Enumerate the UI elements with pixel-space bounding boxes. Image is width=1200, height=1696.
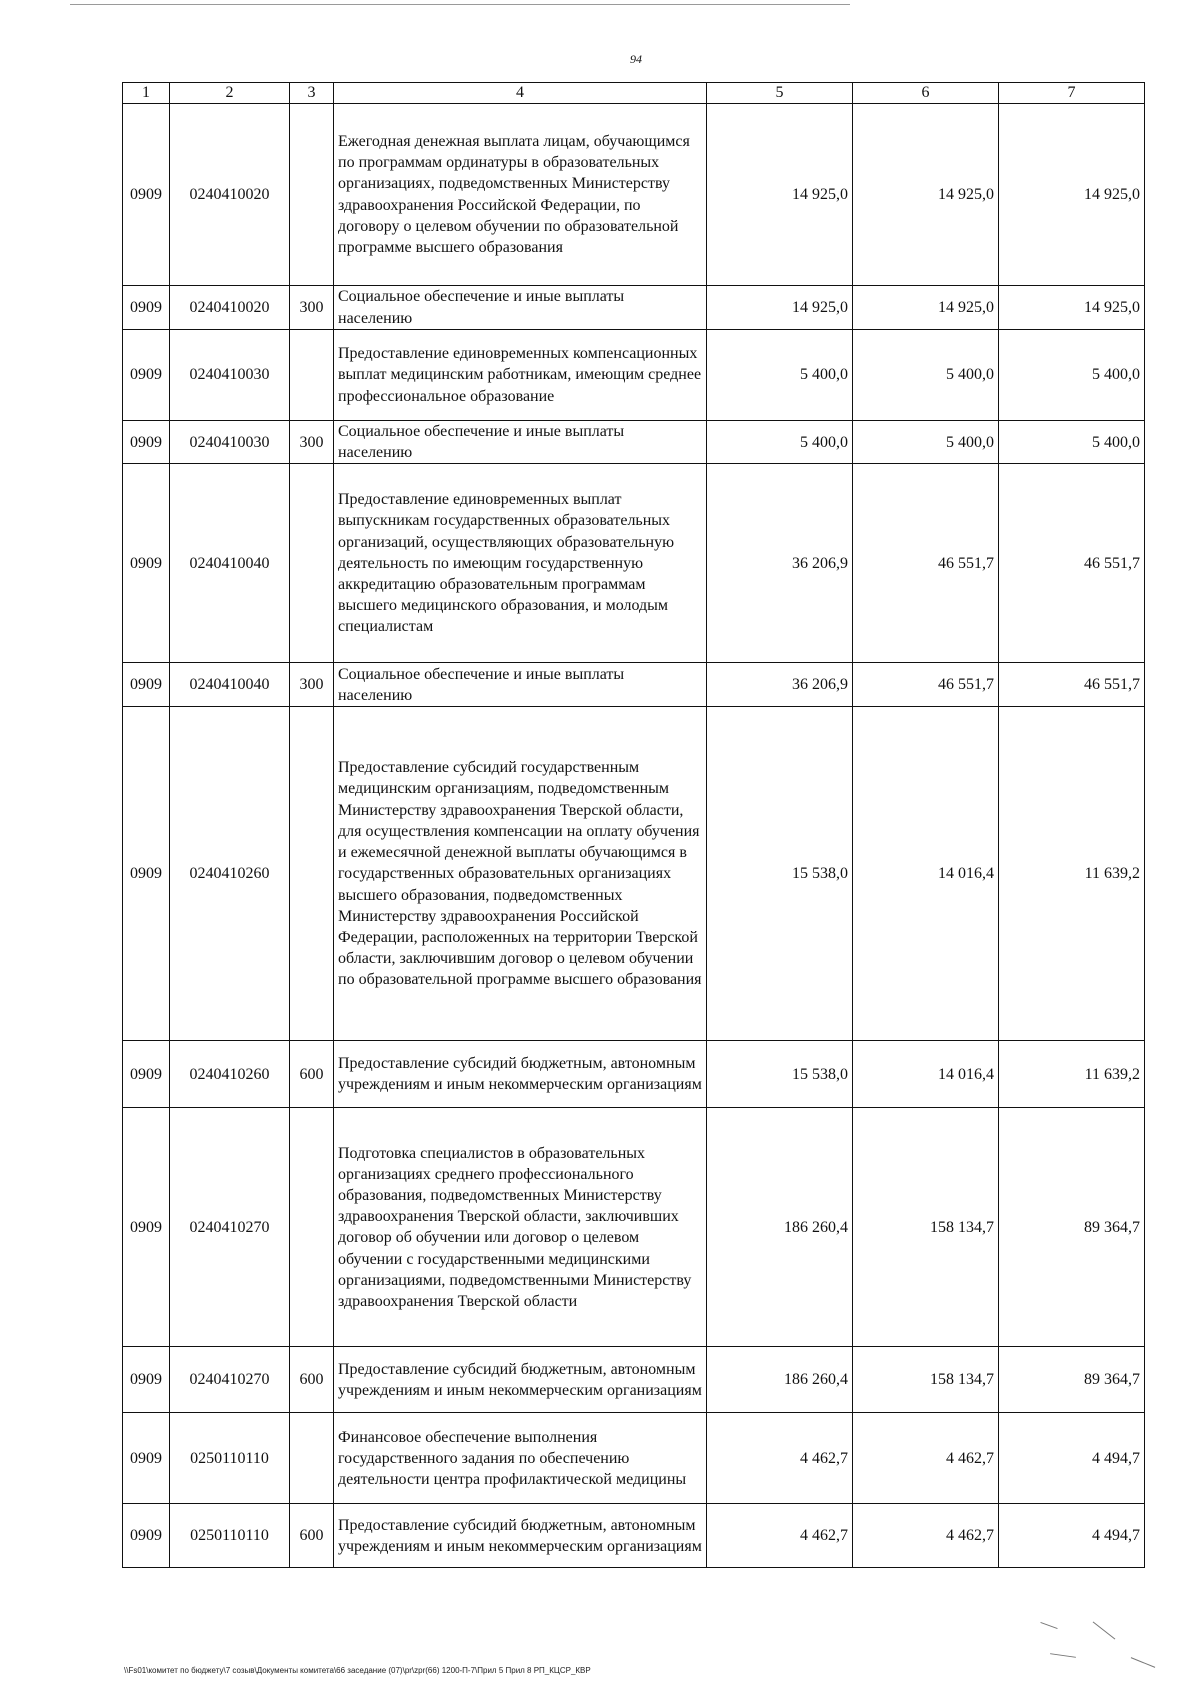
cell-section: 0909 bbox=[123, 330, 170, 421]
cell-amount-col7: 4 494,7 bbox=[999, 1413, 1145, 1504]
table-row bbox=[123, 1108, 1145, 1347]
cell-target-code: 0240410270 bbox=[170, 1108, 290, 1347]
cell-amount-col7: 89 364,7 bbox=[999, 1347, 1145, 1413]
cell-expense-type: 600 bbox=[290, 1347, 334, 1413]
cell-amount-col5: 14 925,0 bbox=[707, 286, 853, 330]
table-row bbox=[123, 1413, 1145, 1504]
header-col-2: 2 bbox=[170, 83, 290, 104]
table-row bbox=[123, 421, 1145, 464]
cell-description: Социальное обеспечение и иные выплаты населению bbox=[334, 286, 707, 330]
cell-expense-type: 600 bbox=[290, 1504, 334, 1568]
cell-amount-col7: 5 400,0 bbox=[999, 421, 1145, 464]
cell-amount-col6: 158 134,7 bbox=[853, 1347, 999, 1413]
cell-target-code: 0240410260 bbox=[170, 1041, 290, 1108]
cell-amount-col7: 4 494,7 bbox=[999, 1504, 1145, 1568]
cell-expense-type bbox=[290, 707, 334, 1041]
cell-description: Подготовка специалистов в образовательных организациях среднего профессионального образования, подведомственных Министерству здравоохранения Тверской области, заключивших договор об обучении или договор о целевом обучении с государственными медицинскими организациями, подведомственными Министерству здравоохранения Тверской области bbox=[334, 1108, 707, 1347]
header-col-3: 3 bbox=[290, 83, 334, 104]
cell-amount-col6: 4 462,7 bbox=[853, 1413, 999, 1504]
cell-expense-type: 300 bbox=[290, 421, 334, 464]
cell-target-code: 0250110110 bbox=[170, 1413, 290, 1504]
scan-edge-line bbox=[70, 4, 850, 5]
cell-amount-col7: 89 364,7 bbox=[999, 1108, 1145, 1347]
table-row bbox=[123, 104, 1145, 286]
cell-amount-col7: 46 551,7 bbox=[999, 464, 1145, 663]
cell-amount-col5: 5 400,0 bbox=[707, 330, 853, 421]
cell-description: Социальное обеспечение и иные выплаты населению bbox=[334, 421, 707, 464]
scan-mark bbox=[1050, 1653, 1076, 1658]
header-col-5: 5 bbox=[707, 83, 853, 104]
cell-target-code: 0250110110 bbox=[170, 1504, 290, 1568]
cell-target-code: 0240410030 bbox=[170, 330, 290, 421]
header-col-4: 4 bbox=[334, 83, 707, 104]
cell-expense-type bbox=[290, 330, 334, 421]
cell-amount-col6: 46 551,7 bbox=[853, 663, 999, 707]
cell-amount-col5: 4 462,7 bbox=[707, 1413, 853, 1504]
cell-description: Предоставление единовременных компенсационных выплат медицинским работникам, имеющим среднее профессиональное образование bbox=[334, 330, 707, 421]
cell-section: 0909 bbox=[123, 707, 170, 1041]
cell-target-code: 0240410040 bbox=[170, 464, 290, 663]
header-col-7: 7 bbox=[999, 83, 1145, 104]
cell-expense-type bbox=[290, 1108, 334, 1347]
cell-amount-col6: 158 134,7 bbox=[853, 1108, 999, 1347]
cell-section: 0909 bbox=[123, 286, 170, 330]
cell-description: Предоставление субсидий государственным медицинским организациям, подведомственным Министерству здравоохранения Тверской области, для осуществления компенсации на оплату обучения и ежемесячной денежной выплаты обучающимся в государственных образовательных организациях высшего образования, подведомственных Министерству здравоохранения Российской Федерации, расположенных на территории Тверской области, заключившим договор о целевом обучении по образовательной программе высшего образования bbox=[334, 707, 707, 1041]
cell-section: 0909 bbox=[123, 1504, 170, 1568]
cell-amount-col6: 5 400,0 bbox=[853, 421, 999, 464]
scan-mark bbox=[1093, 1621, 1116, 1639]
cell-amount-col5: 186 260,4 bbox=[707, 1108, 853, 1347]
cell-amount-col7: 46 551,7 bbox=[999, 663, 1145, 707]
cell-target-code: 0240410030 bbox=[170, 421, 290, 464]
cell-amount-col7: 5 400,0 bbox=[999, 330, 1145, 421]
cell-amount-col7: 11 639,2 bbox=[999, 707, 1145, 1041]
table-header-row bbox=[123, 83, 1145, 104]
cell-section: 0909 bbox=[123, 464, 170, 663]
table-row bbox=[123, 707, 1145, 1041]
cell-expense-type bbox=[290, 464, 334, 663]
table-row bbox=[123, 286, 1145, 330]
header-col-6: 6 bbox=[853, 83, 999, 104]
cell-section: 0909 bbox=[123, 663, 170, 707]
cell-target-code: 0240410020 bbox=[170, 104, 290, 286]
scan-mark bbox=[1040, 1622, 1057, 1629]
cell-amount-col6: 14 016,4 bbox=[853, 707, 999, 1041]
budget-table bbox=[122, 82, 1145, 1568]
footer-file-path: \\Fs01\комитет по бюджету\7 созыв\Документы комитета\66 заседание (07)\pr\zpr(66) 1200-П-7\Прил 5 Прил 8 РП_КЦСР_КВР bbox=[124, 1666, 591, 1675]
table-row bbox=[123, 330, 1145, 421]
cell-amount-col6: 14 016,4 bbox=[853, 1041, 999, 1108]
cell-section: 0909 bbox=[123, 104, 170, 286]
cell-description: Предоставление единовременных выплат выпускникам государственных образовательных организаций, осуществляющих образовательную деятельность по имеющим государственную аккредитацию образовательным программам высшего медицинского образования, и молодым специалистам bbox=[334, 464, 707, 663]
table-body bbox=[123, 104, 1145, 1568]
cell-target-code: 0240410040 bbox=[170, 663, 290, 707]
cell-amount-col6: 14 925,0 bbox=[853, 104, 999, 286]
cell-section: 0909 bbox=[123, 421, 170, 464]
cell-target-code: 0240410020 bbox=[170, 286, 290, 330]
cell-amount-col5: 5 400,0 bbox=[707, 421, 853, 464]
cell-target-code: 0240410260 bbox=[170, 707, 290, 1041]
cell-amount-col7: 11 639,2 bbox=[999, 1041, 1145, 1108]
cell-amount-col5: 36 206,9 bbox=[707, 663, 853, 707]
cell-description: Финансовое обеспечение выполнения государственного задания по обеспечению деятельности центра профилактической медицины bbox=[334, 1413, 707, 1504]
cell-amount-col5: 36 206,9 bbox=[707, 464, 853, 663]
table-row bbox=[123, 1041, 1145, 1108]
table-row bbox=[123, 1504, 1145, 1568]
cell-expense-type: 600 bbox=[290, 1041, 334, 1108]
cell-amount-col6: 4 462,7 bbox=[853, 1504, 999, 1568]
cell-expense-type: 300 bbox=[290, 663, 334, 707]
table-row bbox=[123, 1347, 1145, 1413]
cell-section: 0909 bbox=[123, 1108, 170, 1347]
table-row bbox=[123, 464, 1145, 663]
header-col-1: 1 bbox=[123, 83, 170, 104]
cell-amount-col6: 5 400,0 bbox=[853, 330, 999, 421]
cell-expense-type: 300 bbox=[290, 286, 334, 330]
cell-target-code: 0240410270 bbox=[170, 1347, 290, 1413]
cell-section: 0909 bbox=[123, 1041, 170, 1108]
cell-amount-col6: 14 925,0 bbox=[853, 286, 999, 330]
cell-amount-col6: 46 551,7 bbox=[853, 464, 999, 663]
page-number: 94 bbox=[630, 52, 642, 66]
cell-description: Социальное обеспечение и иные выплаты населению bbox=[334, 663, 707, 707]
cell-section: 0909 bbox=[123, 1413, 170, 1504]
cell-section: 0909 bbox=[123, 1347, 170, 1413]
table-row bbox=[123, 663, 1145, 707]
scan-mark bbox=[1131, 1657, 1155, 1668]
cell-amount-col7: 14 925,0 bbox=[999, 104, 1145, 286]
cell-amount-col5: 14 925,0 bbox=[707, 104, 853, 286]
cell-expense-type bbox=[290, 104, 334, 286]
cell-amount-col7: 14 925,0 bbox=[999, 286, 1145, 330]
cell-amount-col5: 4 462,7 bbox=[707, 1504, 853, 1568]
cell-expense-type bbox=[290, 1413, 334, 1504]
cell-description: Предоставление субсидий бюджетным, автономным учреждениям и иным некоммерческим организациям bbox=[334, 1347, 707, 1413]
cell-amount-col5: 15 538,0 bbox=[707, 707, 853, 1041]
cell-description: Предоставление субсидий бюджетным, автономным учреждениям и иным некоммерческим организациям bbox=[334, 1504, 707, 1568]
cell-description: Предоставление субсидий бюджетным, автономным учреждениям и иным некоммерческим организациям bbox=[334, 1041, 707, 1108]
cell-description: Ежегодная денежная выплата лицам, обучающимся по программам ординатуры в образовательных организациях, подведомственных Министерству здравоохранения Российской Федерации, по договору о целевом обучении по образовательной программе высшего образования bbox=[334, 104, 707, 286]
cell-amount-col5: 15 538,0 bbox=[707, 1041, 853, 1108]
cell-amount-col5: 186 260,4 bbox=[707, 1347, 853, 1413]
